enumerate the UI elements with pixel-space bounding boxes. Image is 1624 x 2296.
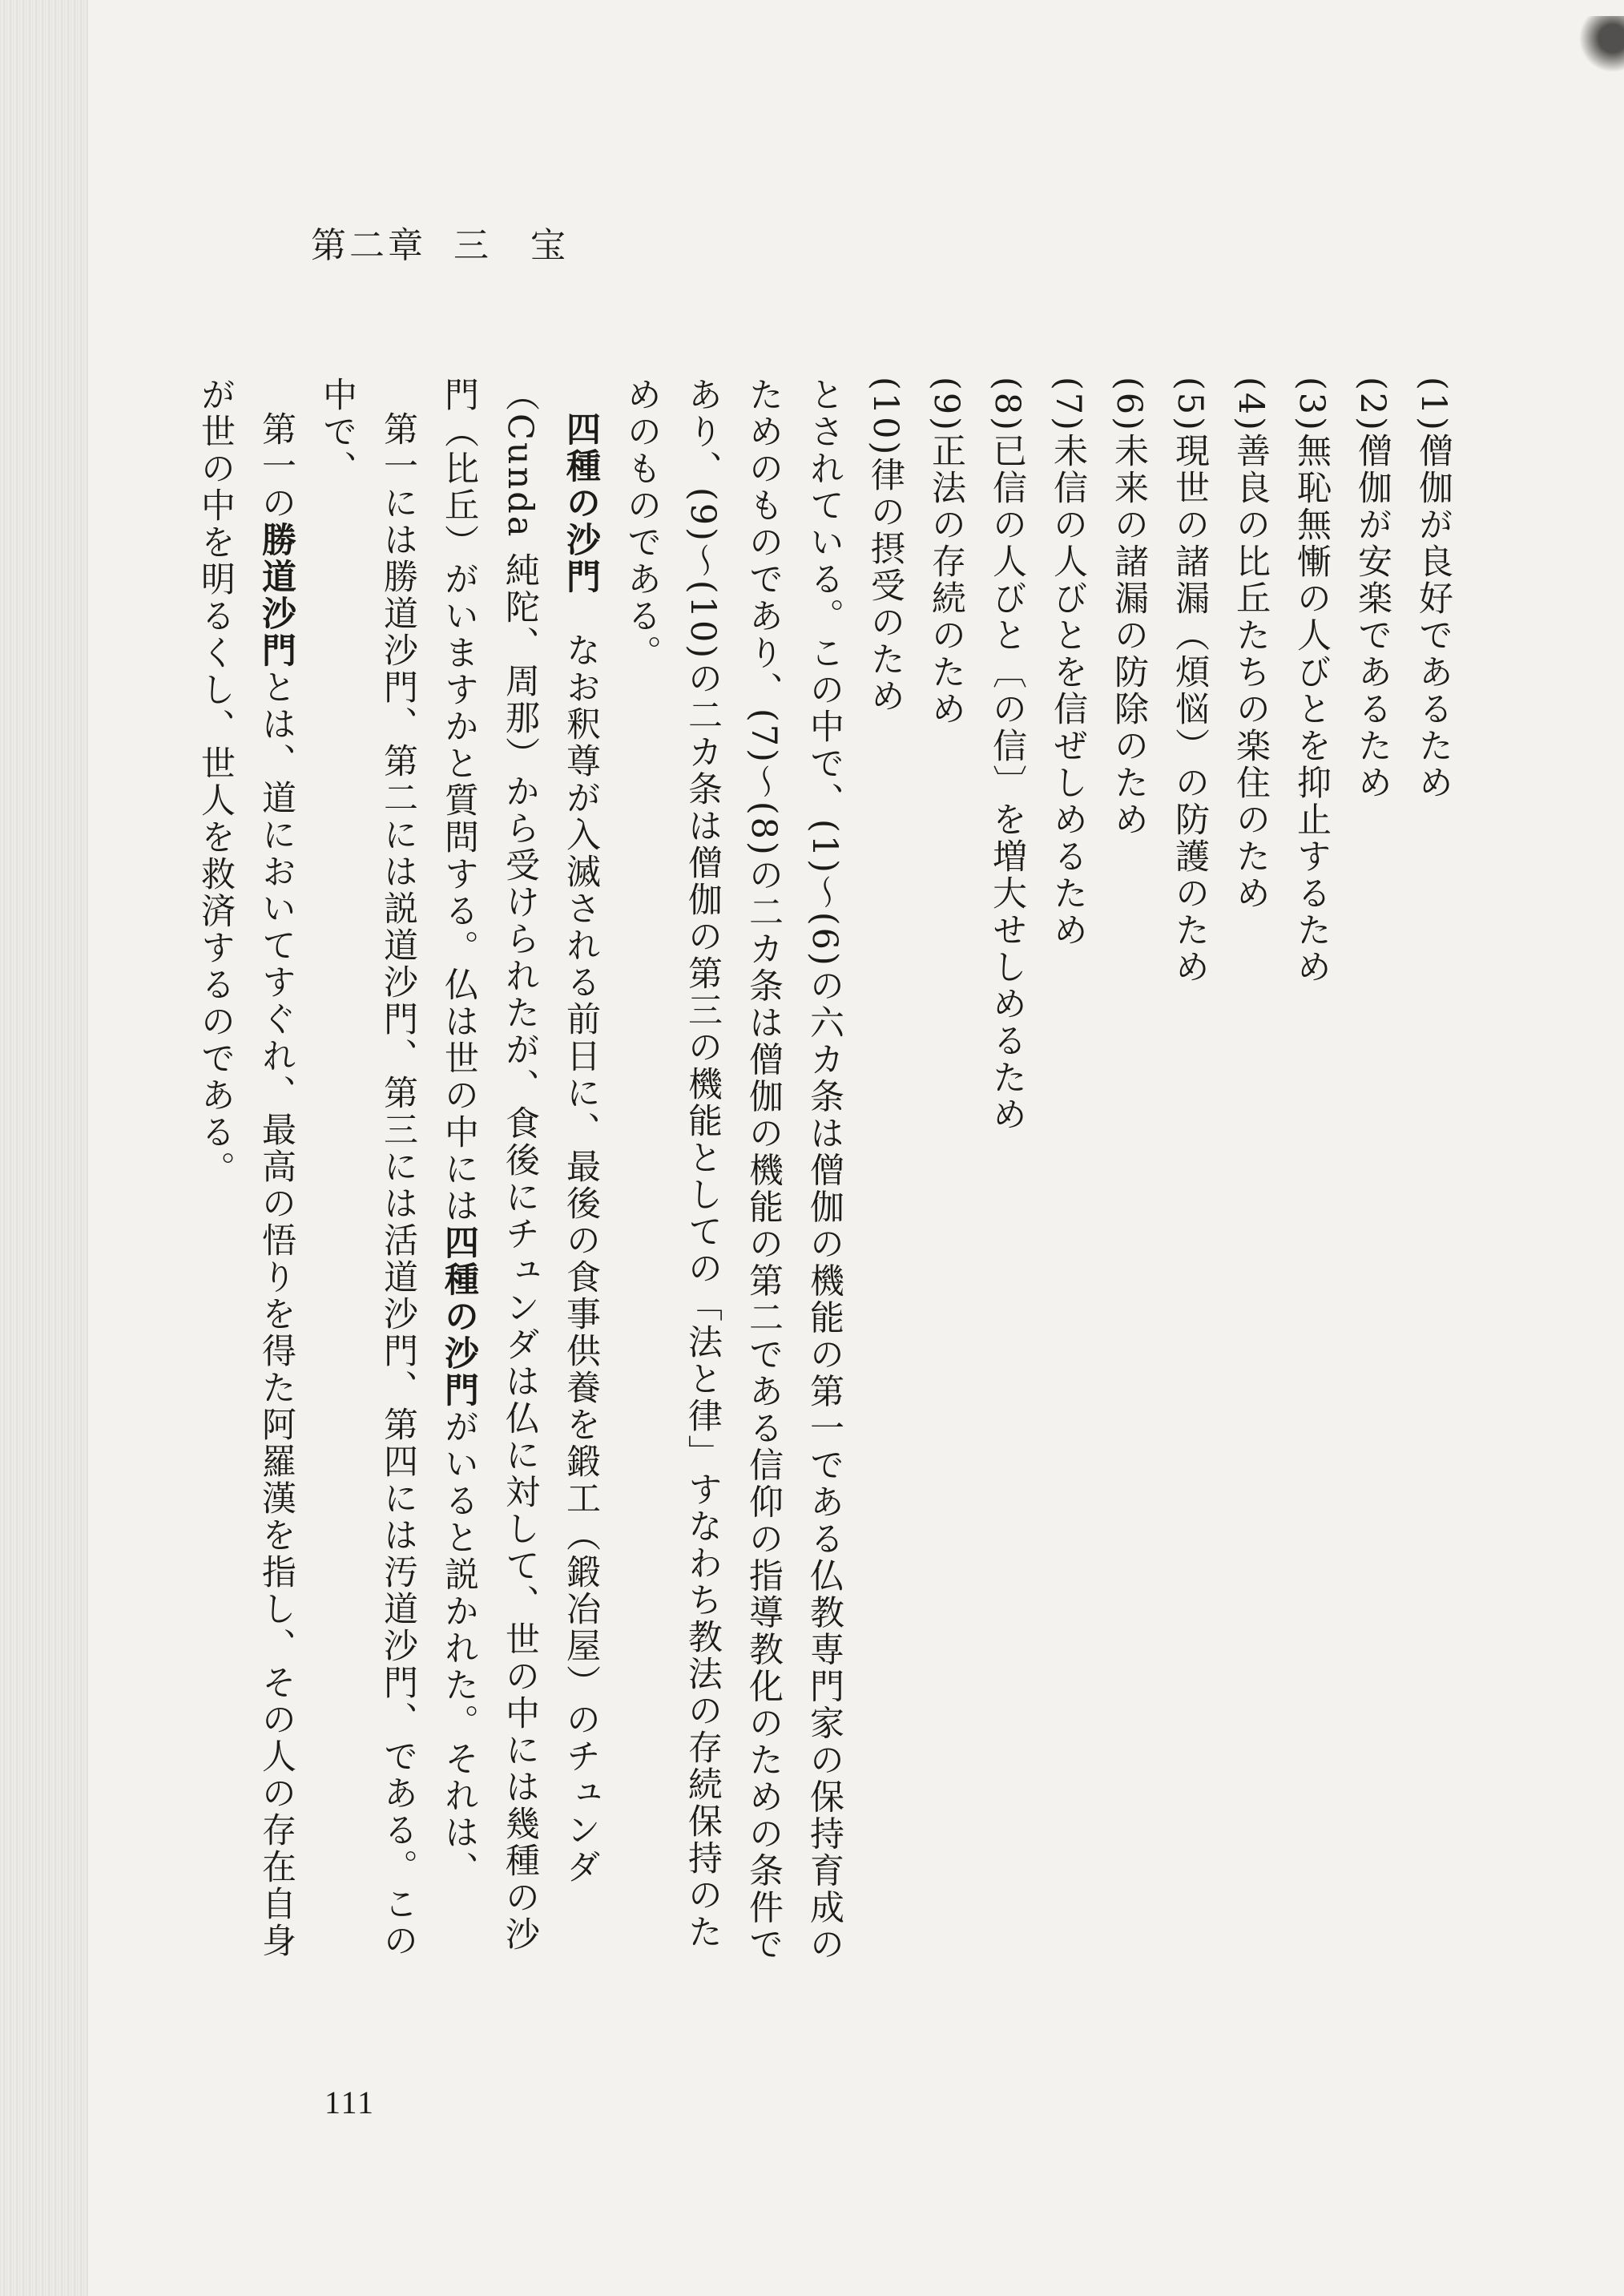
section-bold-term: 四種の沙門 [439,1225,479,1409]
paragraph-list-shramanas: 第一には勝道沙門、第二には説道沙門、第三には活道沙門、第四には汚道沙門、である。この中で、 [317,377,418,1959]
page-number: 111 [324,2084,376,2120]
rule-list [855,377,1464,1979]
list-item: (6)未来の諸漏の防除のため [1109,377,1149,838]
scan-edge-shadow [0,0,88,2296]
section-heading: 四種の沙門 [561,411,601,595]
list-item: (1)僧伽が良好であるため [1413,377,1453,801]
list-item: (5)現世の諸漏（煩悩）の防護のため [1170,377,1210,986]
body-text [185,377,1464,1979]
paragraph-summary: とされている。この中で、(1)～(6)の六カ条は僧伽の機能の第一である仏教専門家の保持育成のためのものであり、(7)～(8)の二カ条は僧伽の機能の第二である信仰の指導教化のための条件であり、(9)～(10)の二カ条は僧伽の第三の機能としての「法と律」すなわち教法の存続保持のためのものである。 [622,377,844,1963]
section-text-a: なお釈尊が入滅される前日に、最後の食事供養を鍛工（鍛冶屋）のチュンダ（Cunda 純陀、周那）から受けられたが、食後にチュンダは仏に対して、世の中には幾種の沙門（比丘）がいますかと質問する。仏は世の中には [439,377,601,1954]
paragraph-first-shramana: 第一の勝道沙門とは、道においてすぐれ、最高の悟りを得た阿羅漢を指し、その人の存在自身が世の中を明るくし、世人を救済するのである。 [195,377,296,1959]
list-item: (7)未信の人びとを信ぜしめるため [1048,377,1088,949]
term-first-shramana: 勝道沙門 [256,522,296,669]
list-item: (4)善良の比丘たちの楽住のため [1231,377,1271,912]
chapter-label: 第二章 [311,225,426,266]
paragraph-four-shramanas [429,377,611,1979]
list-item: (8)已信の人びと〔の信〕を増大せしめるため [987,377,1027,1133]
list-item: (3)無恥無慚の人びとを抑止するため [1292,377,1332,986]
list-item: (10)律の摂受のため [865,377,905,716]
section-text-b: がいると説かれた。それは、 [439,1409,479,1888]
running-head [311,216,569,268]
list-item: (2)僧伽が安楽であるため [1352,377,1392,801]
chapter-title: 三 宝 [453,225,569,266]
scan-corner-mark [1568,16,1624,72]
list-item: (9)正法の存続のため [926,377,966,728]
